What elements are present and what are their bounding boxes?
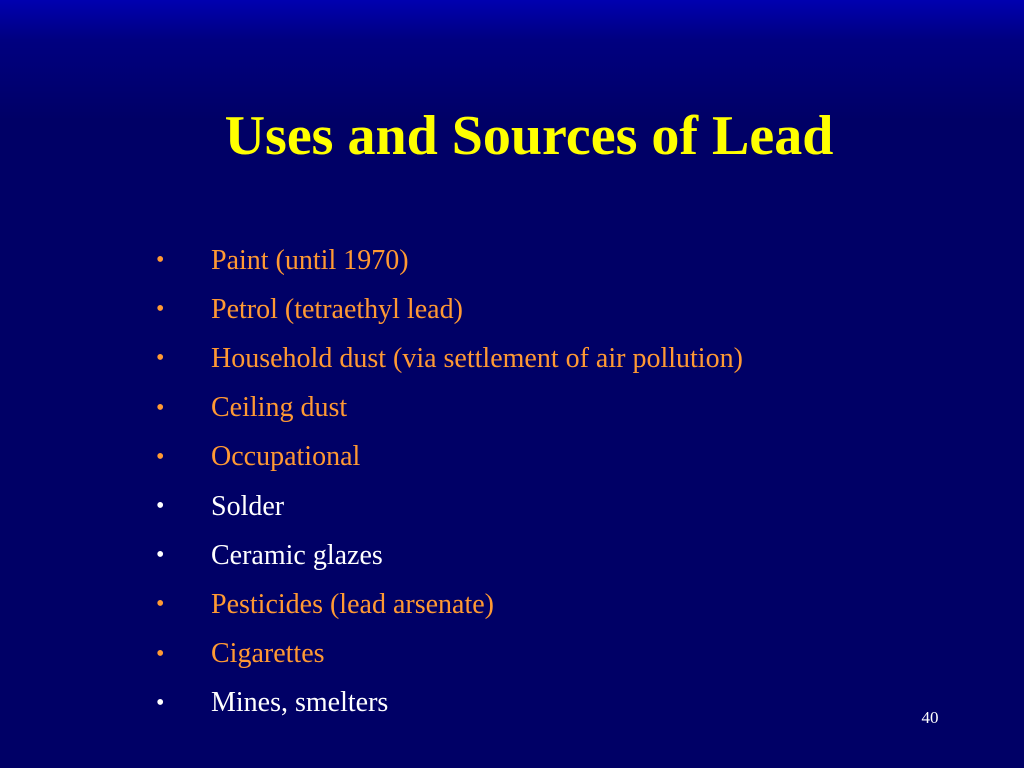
bullet-icon: • — [156, 689, 165, 716]
bullet-icon: • — [156, 247, 165, 274]
bullet-item — [152, 630, 743, 679]
bullet-icon: • — [156, 542, 165, 569]
bullet-icon: • — [156, 296, 165, 323]
bullet-text: Mines, smelters — [211, 687, 389, 719]
bullet-list — [152, 236, 743, 728]
bullet-icon: • — [156, 493, 165, 520]
bullet-text: Petrol (tetraethyl lead) — [211, 293, 463, 325]
bullet-text: Household dust (via settlement of air pollution) — [211, 342, 743, 374]
page-number: 40 — [921, 708, 939, 727]
bullet-text: Ceramic glazes — [211, 539, 383, 571]
bullet-item — [152, 334, 743, 383]
bullet-icon: • — [156, 443, 165, 470]
bullet-icon: • — [156, 394, 165, 421]
bullet-item — [152, 384, 743, 433]
bullet-item — [152, 531, 743, 580]
bullet-icon: • — [156, 591, 165, 618]
bullet-text: Cigarettes — [211, 638, 325, 670]
bullet-text: Solder — [211, 490, 285, 522]
bullet-text: Occupational — [211, 441, 361, 473]
bullet-text: Paint (until 1970) — [211, 244, 409, 276]
bullet-item — [152, 285, 743, 334]
bullet-text: Pesticides (lead arsenate) — [211, 588, 494, 620]
bullet-item — [152, 580, 743, 629]
bullet-item — [152, 482, 743, 531]
bullet-item — [152, 433, 743, 482]
bullet-text: Ceiling dust — [211, 392, 348, 424]
bullet-item — [152, 236, 743, 285]
slide-title: Uses and Sources of Lead — [224, 105, 834, 167]
bullet-icon: • — [156, 345, 165, 372]
bullet-icon: • — [156, 640, 165, 667]
bullet-item — [152, 679, 743, 728]
